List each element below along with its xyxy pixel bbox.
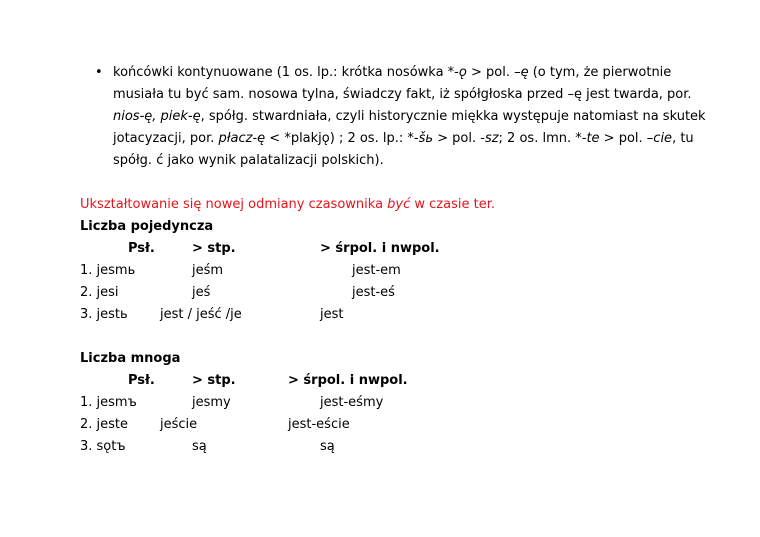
plural-row-2-srpol: jest-eście xyxy=(288,417,350,432)
singular-row-3-stp: jest / jeść /je xyxy=(160,307,242,322)
bullet-icon: • xyxy=(95,65,103,80)
singular-header-psl: Psł. xyxy=(128,241,155,256)
plural-header-stp: > stp. xyxy=(192,373,236,388)
singular-row-1-srpol: jest-em xyxy=(352,263,401,278)
plural-row-2-stp: jeście xyxy=(160,417,198,432)
singular-row-1-psl: 1. jesmь xyxy=(80,263,136,278)
paragraph-line-5: spółg. ć jako wynik palatalizacji polskich). xyxy=(113,153,384,168)
plural-header-psl: Psł. xyxy=(128,373,155,388)
paragraph-line-4: jotacyzacji, por. płacz-ę < *plakjǫ) ; 2 os. lp.: *-šь > pol. -sz; 2 os. lmn. *-te > pol. –cie, tu xyxy=(113,131,694,146)
plural-row-2-psl: 2. jeste xyxy=(80,417,129,432)
plural-row-3-stp: są xyxy=(192,439,207,454)
paragraph-line-2: musiała tu być sam. nosowa tylna, świadczy fakt, iż spółgłoska przed –ę jest twarda, por. xyxy=(113,87,692,102)
plural-row-1-stp: jesmy xyxy=(192,395,231,410)
singular-row-1-stp: jeśm xyxy=(192,263,224,278)
plural-row-1-psl: 1. jesmъ xyxy=(80,395,137,410)
plural-row-3-srpol: są xyxy=(320,439,335,454)
singular-header-stp: > stp. xyxy=(192,241,236,256)
plural-title: Liczba mnoga xyxy=(80,351,181,366)
singular-row-3-psl: 3. jestь xyxy=(80,307,128,322)
paragraph-line-1: końcówki kontynuowane (1 os. lp.: krótka nosówka *-ǫ > pol. –ę (o tym, że pierwotnie xyxy=(113,65,672,80)
singular-row-3-srpol: jest xyxy=(320,307,344,322)
singular-title: Liczba pojedyncza xyxy=(80,219,214,234)
singular-row-2-srpol: jest-eś xyxy=(352,285,395,300)
plural-header-srpol: > śrpol. i nwpol. xyxy=(288,373,408,388)
plural-row-3-psl: 3. sǫtъ xyxy=(80,439,126,454)
section-heading: Ukształtowanie się nowej odmiany czasownika być w czasie ter. xyxy=(80,197,495,212)
plural-row-1-srpol: jest-eśmy xyxy=(320,395,384,410)
singular-row-2-psl: 2. jesi xyxy=(80,285,119,300)
singular-row-2-stp: jeś xyxy=(192,285,211,300)
paragraph-line-3: nios-ę, piek-ę, spółg. stwardniała, czyli historycznie miękka występuje natomiast na skutek xyxy=(113,109,706,124)
singular-header-srpol: > śrpol. i nwpol. xyxy=(320,241,440,256)
